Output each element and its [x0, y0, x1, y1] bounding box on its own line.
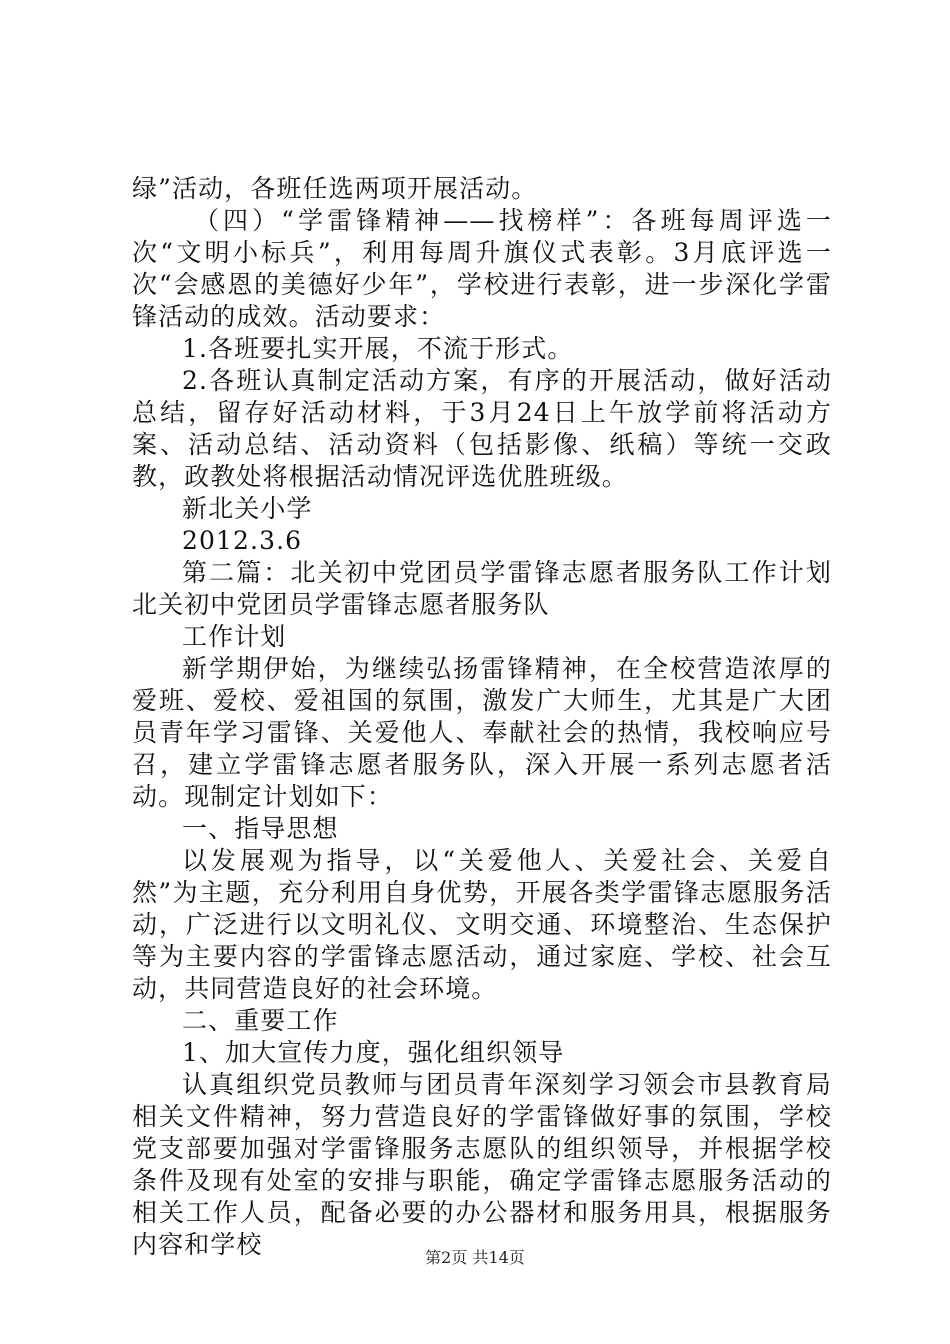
paragraph-intro: 新学期伊始，为继续弘扬雷锋精神，在全校营造浓厚的爱班、爱校、爱祖国的氛围，激发广大师生，尤其是广大团员青年学习雷锋、关爱他人、奉献社会的热情，我校响应号召，建立学雷锋志愿者服务队，深入开展一系列志愿者活动。现制定计划如下：	[132, 654, 832, 811]
paragraph-3: 1.各班要扎实开展，不流于形式。	[182, 334, 574, 363]
plan-heading: 工作计划	[182, 622, 287, 651]
paragraph-1: 绿”活动，各班任选两项开展活动。	[132, 174, 538, 203]
heading-main-work: 二、重要工作	[182, 1006, 339, 1035]
paragraph-4: 2.各班认真制定活动方案，有序的开展活动，做好活动总结，留存好活动材料，于3月24日上午放学前将活动方案、活动总结、活动资料（包括影像、纸稿）等统一交政教，政教处将根据活动情况评选优胜班级。	[132, 366, 832, 491]
signature-date: 2012.3.6	[182, 526, 303, 555]
page-number-footer: 第2页 共14页	[425, 1248, 525, 1267]
heading-guiding-thought: 一、指导思想	[182, 814, 339, 843]
document-body	[132, 173, 832, 1261]
paragraph-publicity: 认真组织党员教师与团员青年深刻学习领会市县教育局相关文件精神，努力营造良好的学雷锋做好事的氛围，学校党支部要加强对学雷锋服务志愿队的组织领导，并根据学校条件及现有处室的安排与职能，确定学雷锋志愿服务活动的相关工作人员，配备必要的办公器材和服务用具，根据服务内容和学校	[132, 1070, 832, 1259]
subheading-publicity: 1、加大宣传力度，强化组织领导	[182, 1038, 565, 1067]
signature-school: 新北关小学	[182, 494, 313, 523]
paragraph-guiding-thought: 以发展观为指导，以“关爱他人、关爱社会、关爱自然”为主题，充分利用自身优势，开展各类学雷锋志愿服务活动，广泛进行以文明礼仪、文明交通、环境整治、生态保护等为主要内容的学雷锋志愿活动，通过家庭、学校、社会互动，共同营造良好的社会环境。	[132, 846, 832, 1003]
section-title: 第二篇：北关初中党团员学雷锋志愿者服务队工作计划北关初中党团员学雷锋志愿者服务队	[132, 558, 832, 619]
paragraph-2: （四）“学雷锋精神——找榜样”：各班每周评选一次“文明小标兵”，利用每周升旗仪式表彰。3月底评选一次“会感恩的美德好少年”，学校进行表彰，进一步深化学雷锋活动的成效。活动要求：	[132, 206, 832, 331]
